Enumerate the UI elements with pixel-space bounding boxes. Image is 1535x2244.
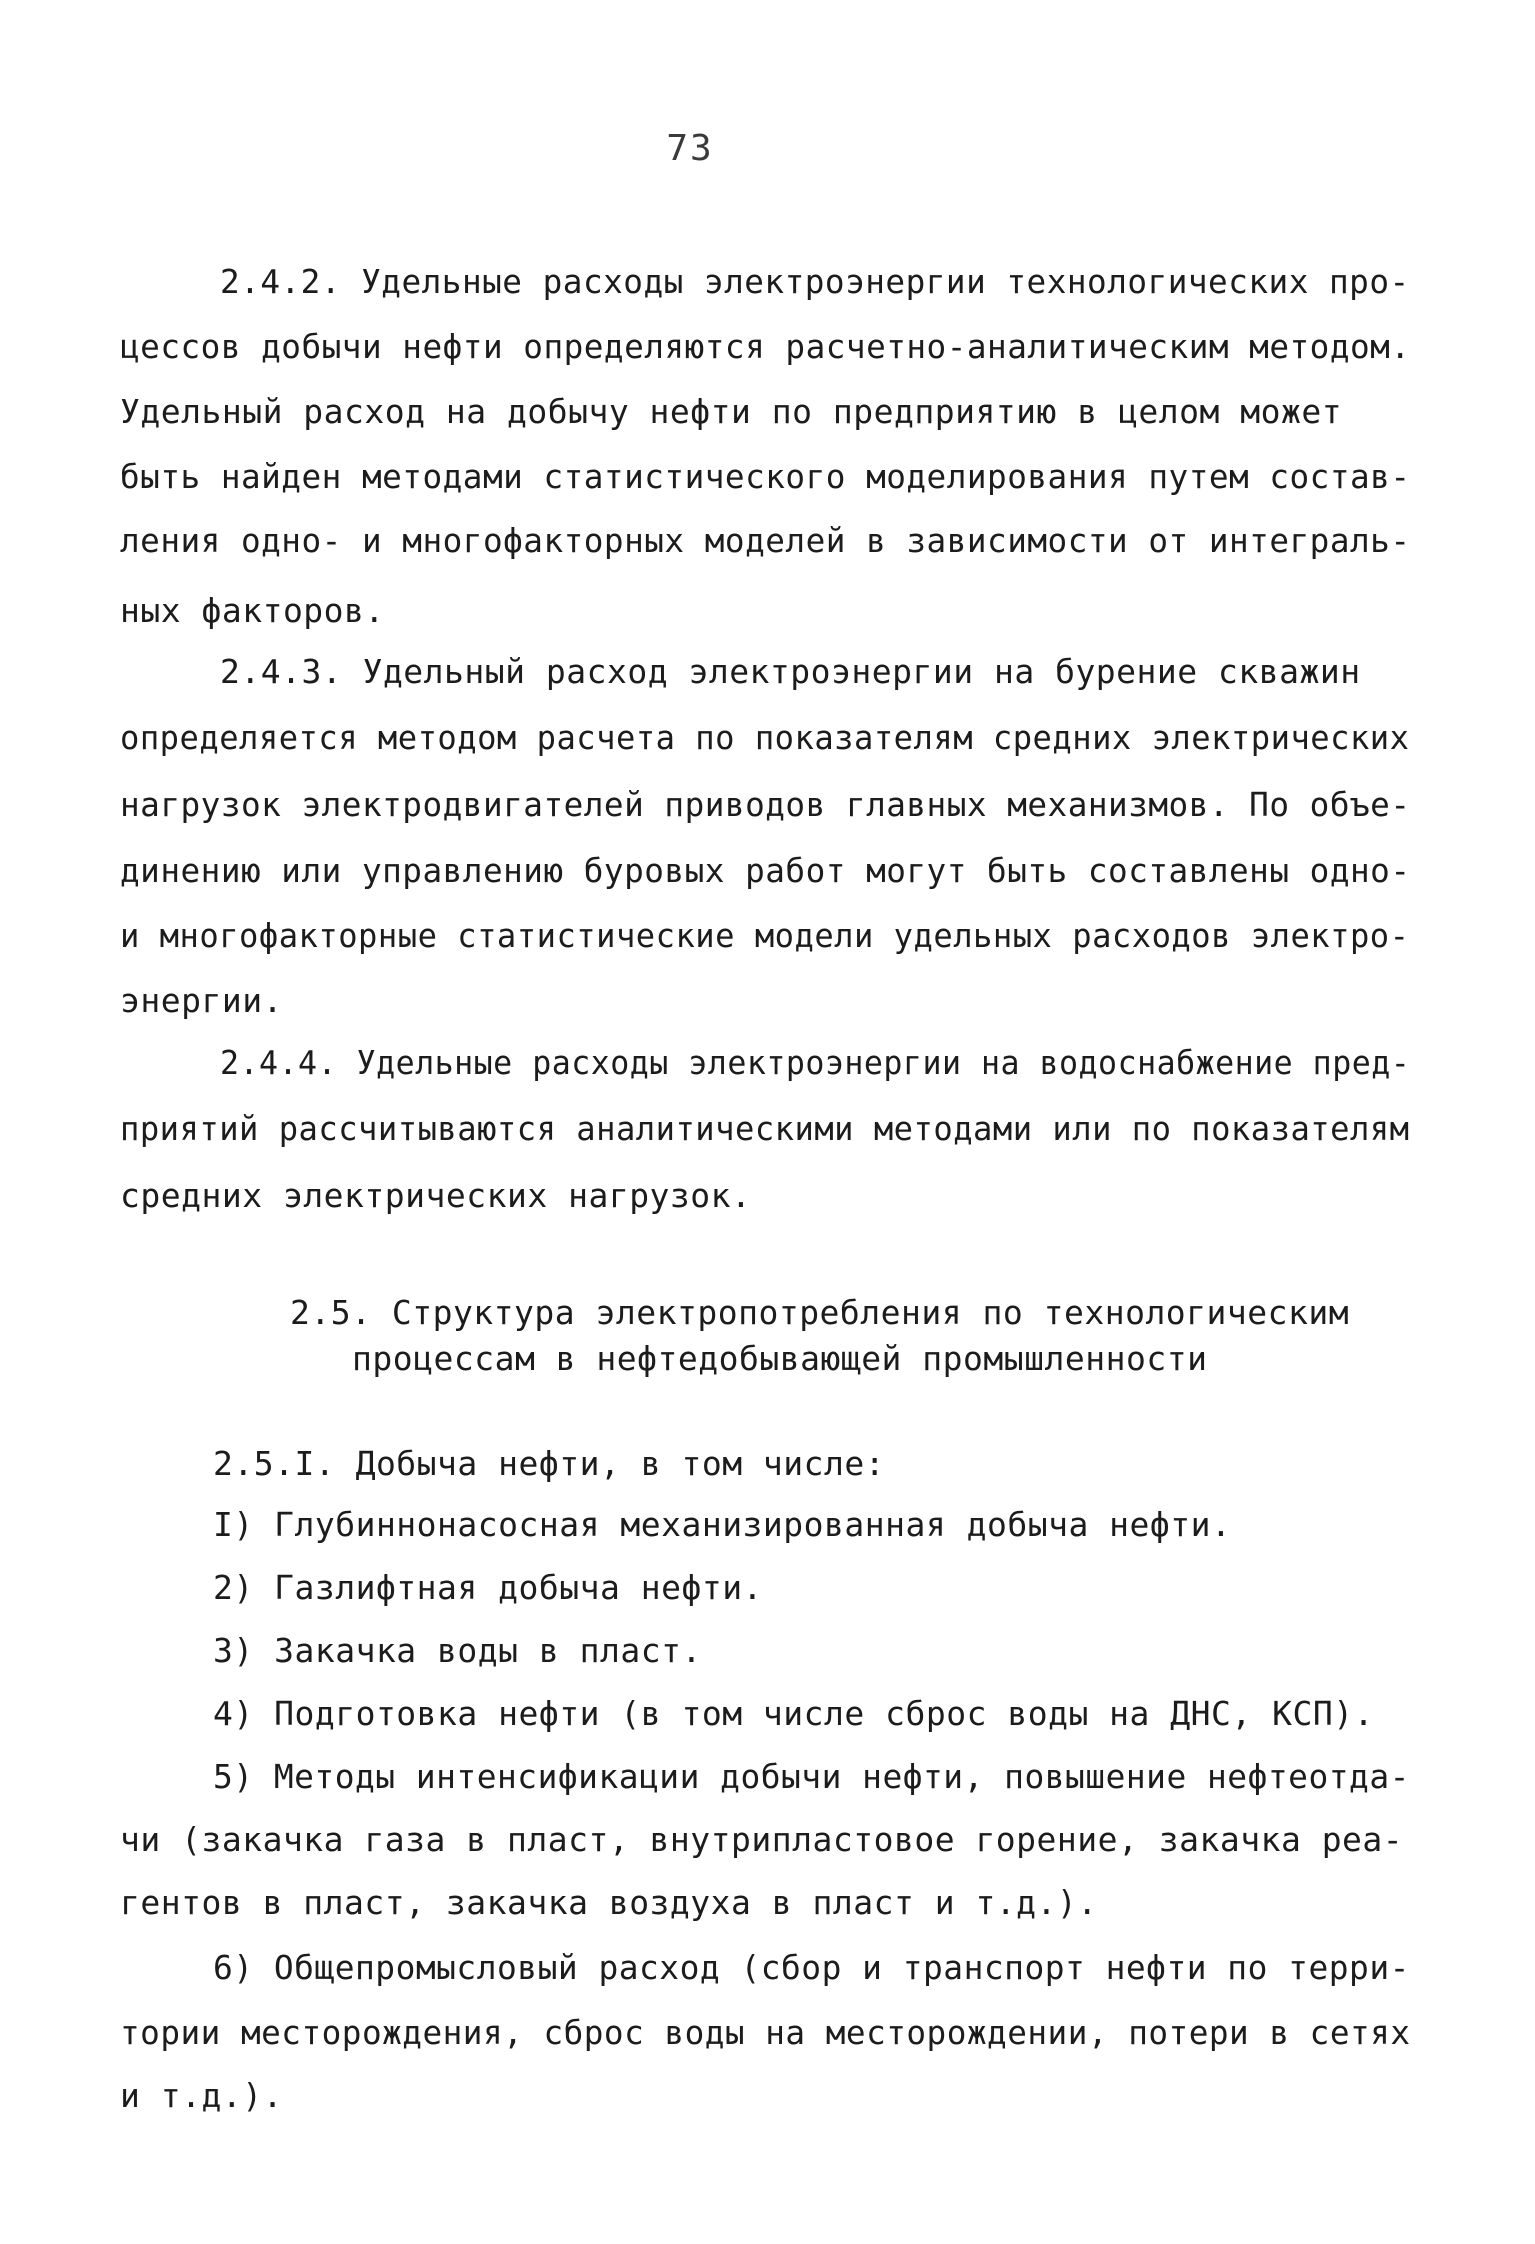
list-item: 2) Газлифтная добыча нефти. xyxy=(213,1568,763,1607)
text-line: 2.4.2. Удельные расходы электроэнергии технологических про- xyxy=(220,262,1410,301)
list-item: 6) Общепромысловый расход (сбор и транспорт нефти по терри- xyxy=(213,1948,1410,1987)
text-line: средних электрических нагрузок. xyxy=(120,1176,752,1215)
list-item-continuation: гентов в пласт, закачка воздуха в пласт и т.д.). xyxy=(120,1883,1098,1922)
list-item-continuation: чи (закачка газа в пласт, внутрипластовое горение, закачка реа- xyxy=(120,1820,1404,1859)
text-line: приятий рассчитываются аналитическими методами или по показателям xyxy=(120,1109,1410,1148)
text-line: нагрузок электродвигателей приводов главных механизмов. По объе- xyxy=(120,785,1411,824)
text-line: энергии. xyxy=(120,981,283,1020)
text-line: ных факторов. xyxy=(120,591,385,630)
text-line: Удельный расход на добычу нефти по предприятию в целом может xyxy=(120,392,1343,431)
list-intro: 2.5.I. Добыча нефти, в том числе: xyxy=(213,1444,886,1483)
text-line: цессов добычи нефти определяются расчетно-аналитическим методом. xyxy=(120,327,1411,366)
list-item: 5) Методы интенсификации добычи нефти, повышение нефтеотда- xyxy=(213,1757,1410,1796)
list-item: 3) Закачка воды в пласт. xyxy=(213,1631,702,1670)
list-item: 4) Подготовка нефти (в том числе сброс воды на ДНС, КСП). xyxy=(213,1694,1374,1733)
text-line: 2.4.3. Удельный расход электроэнергии на бурение скважин xyxy=(220,652,1361,691)
heading-line: 2.5. Структура электропотребления по технологическим xyxy=(290,1293,1350,1332)
text-line: быть найден методами статистического моделирования путем состав- xyxy=(120,457,1411,496)
list-item-continuation: тории месторождения, сброс воды на месторождении, потери в сетях xyxy=(120,2013,1411,2052)
heading-line: процессам в нефтедобывающей промышленности xyxy=(352,1339,1208,1378)
list-item-continuation: и т.д.). xyxy=(120,2076,283,2115)
list-item: I) Глубиннонасосная механизированная добыча нефти. xyxy=(213,1505,1232,1544)
text-line: определяется методом расчета по показателям средних электрических xyxy=(120,718,1410,757)
text-line: 2.4.4. Удельные расходы электроэнергии на водоснабжение пред- xyxy=(220,1043,1411,1082)
text-line: динению или управлению буровых работ могут быть составлены одно- xyxy=(120,851,1411,890)
text-line: ления одно- и многофакторных моделей в зависимости от интеграль- xyxy=(120,521,1411,560)
page-number: 73 xyxy=(666,128,714,169)
text-line: и многофакторные статистические модели удельных расходов электро- xyxy=(120,916,1410,955)
